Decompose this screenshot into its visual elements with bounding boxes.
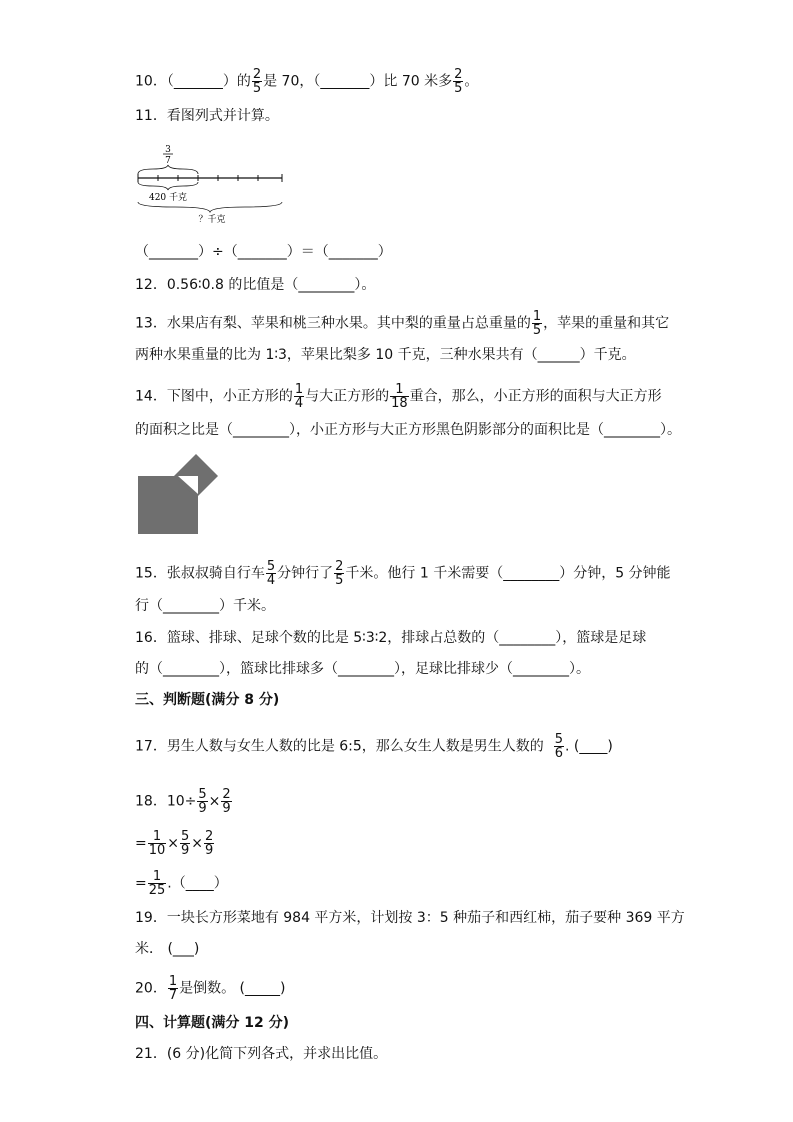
equals-sign: = (135, 875, 147, 892)
q14-text-a: 14．下图中，小正方形的 (135, 388, 293, 405)
fraction: $\frac{5}{9}$ (181, 829, 190, 858)
question-20 (135, 975, 285, 1002)
question-15-line2: 行（________）千米。 (135, 598, 275, 614)
q10-text-c: 。 (464, 73, 479, 90)
question-18-line2 (135, 830, 215, 857)
q15-text-b: 分钟行了 (277, 565, 334, 582)
q18-tail: .（____） (167, 875, 228, 892)
top-brace (138, 165, 198, 174)
squares-figure (138, 454, 220, 536)
segment-figure (135, 142, 287, 228)
q10-text-a: 10．（_______）的 (135, 73, 251, 90)
q20-text-a: 20． (135, 980, 167, 997)
figure-mid-label: 420 千克 (148, 193, 188, 203)
times-sign: × (208, 793, 221, 810)
question-19-line1: 19．一块长方形菜地有 984 平方米，计划按 3：5 种茄子和西红柿，茄子要种 369 平方 (135, 910, 685, 926)
q14-text-c: 重合，那么，小正方形的面积与大正方形 (409, 388, 662, 405)
question-14-line2: 的面积之比是（________），小正方形与大正方形黑色阴影部分的面积比是（________）。 (135, 422, 681, 438)
q14-text-b: 与大正方形的 (305, 388, 390, 405)
question-10 (135, 68, 478, 95)
q17-text-b: . (____) (564, 738, 613, 755)
fraction: $\frac{1}{18}$ (391, 382, 408, 411)
question-21: 21．(6 分)化简下列各式，并求出比值。 (135, 1046, 388, 1062)
fraction: $\frac{2}{5}$ (335, 559, 344, 588)
q10-text-b: 是 70，（_______）比 70 米多 (263, 73, 453, 90)
question-19-line2: 米． (___) (135, 941, 200, 957)
q15-text-a: 15．张叔叔骑自行车 (135, 565, 265, 582)
fraction: $\frac{5}{4}$ (266, 559, 276, 588)
question-12: 12．0.56∶0.8 的比值是（________）。 (135, 277, 376, 293)
q20-text-b: 是倒数。 (_____) (179, 980, 286, 997)
figure-fraction-denominator: 7 (165, 156, 171, 166)
question-18-line1 (135, 788, 233, 815)
section-title-calculation: 四、计算题(满分 12 分) (135, 1015, 290, 1031)
line-segment-diagram (135, 142, 287, 228)
question-13-line2: 两种水果重量的比为 1∶3，苹果比梨多 10 千克，三种水果共有（______）千克。 (135, 347, 636, 363)
question-13-line1 (135, 310, 669, 337)
question-17 (135, 733, 613, 760)
question-16-line2: 的（________），篮球比排球多（________），足球比排球少（________）。 (135, 661, 590, 677)
fraction: $\frac{5}{9}$ (198, 787, 207, 816)
section-title-judgement: 三、判断题(满分 8 分) (135, 692, 280, 708)
question-16-line1: 16．篮球、排球、足球个数的比是 5∶3∶2，排球占总数的（________），篮球是足球 (135, 630, 647, 646)
times-sign: × (167, 835, 180, 852)
q13-text-b: ，苹果的重量和其它 (543, 315, 670, 332)
q17-text-a: 17．男生人数与女生人数的比是 6:5，那么女生人数是男生人数的 (135, 738, 544, 755)
q11-answer: （_______）÷（_______）＝（_______） (135, 244, 392, 260)
question-18-line3 (135, 870, 228, 897)
fraction: $\frac{2}{9}$ (222, 787, 231, 816)
fraction: $\frac{1}{25}$ (148, 869, 166, 898)
middle-brace (138, 182, 198, 190)
fraction: $\frac{5}{6}$ (554, 732, 563, 761)
overlapping-squares-illustration (138, 454, 220, 536)
fraction: $\frac{2}{5}$ (454, 67, 463, 96)
q13-text-a: 13．水果店有梨、苹果和桃三种水果。其中梨的重量占总重量的 (135, 315, 531, 332)
times-sign: × (191, 835, 204, 852)
fraction: $\frac{2}{9}$ (205, 829, 214, 858)
q15-text-c: 千米。他行 1 千米需要（________）分钟，5 分钟能 (345, 565, 671, 582)
fraction: $\frac{2}{5}$ (252, 67, 262, 96)
question-11: 11．看图列式并计算。 (135, 108, 279, 124)
question-14-line1 (135, 383, 662, 410)
q18-text-a: 18．10÷ (135, 793, 197, 810)
fraction: $\frac{1}{5}$ (532, 309, 542, 338)
fraction: $\frac{1}{4}$ (294, 382, 304, 411)
fraction: $\frac{1}{10}$ (148, 829, 166, 858)
question-15-line1 (135, 560, 671, 587)
bottom-brace (138, 202, 282, 212)
figure-fraction-numerator: 3 (165, 145, 171, 155)
equals-sign: = (135, 835, 147, 852)
figure-bottom-label: ？千克 (198, 215, 226, 225)
fraction: $\frac{1}{7}$ (168, 974, 178, 1003)
